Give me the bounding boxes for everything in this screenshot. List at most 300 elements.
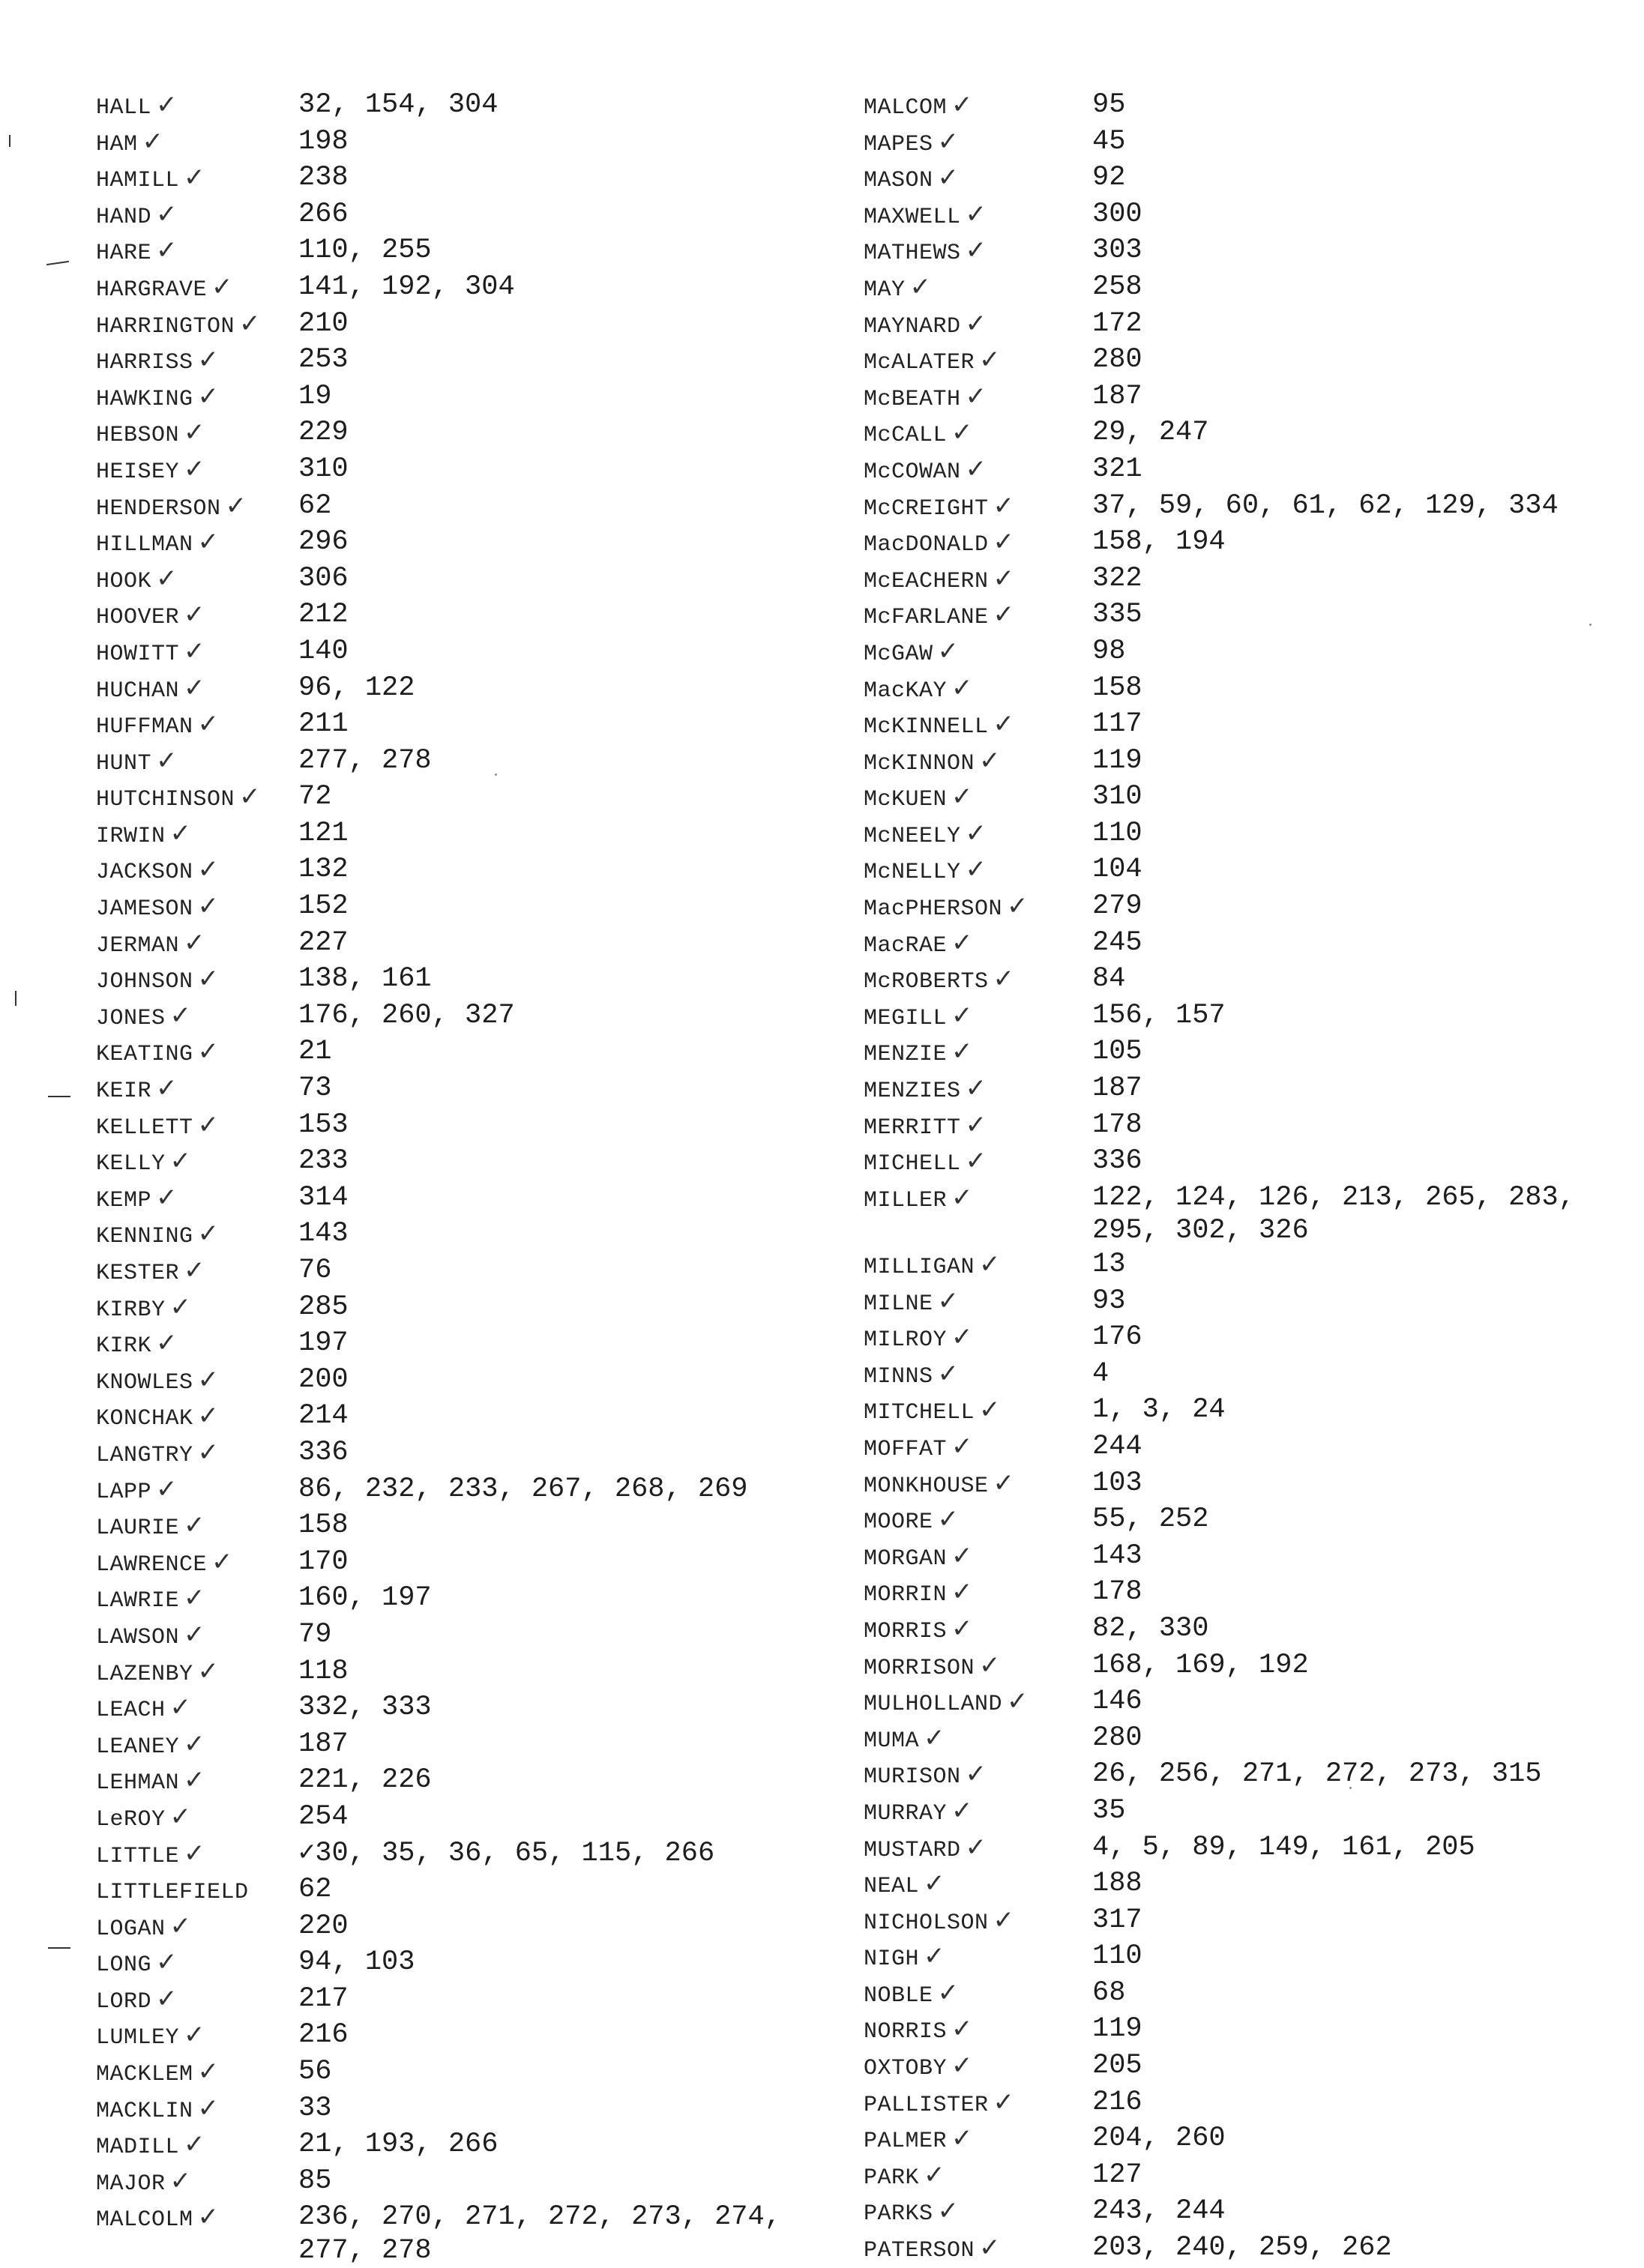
index-entry bbox=[96, 1109, 846, 1145]
checkmark-icon: ✓ bbox=[993, 1468, 1015, 1498]
checkmark-icon: ✓ bbox=[184, 927, 206, 958]
entry-surname bbox=[96, 1217, 298, 1254]
entry-page-numbers: 110 bbox=[1092, 817, 1142, 849]
index-entry bbox=[864, 1503, 1621, 1539]
surname-text: HEBSON bbox=[96, 423, 180, 449]
surname-text: HAM bbox=[96, 131, 138, 157]
surname-text: MAJOR bbox=[96, 2171, 166, 2197]
entry-page-numbers: 317 bbox=[1092, 1904, 1142, 1936]
surname-text: KESTER bbox=[96, 1261, 180, 1286]
index-entry bbox=[96, 88, 846, 125]
entry-page-numbers: 336 bbox=[298, 1436, 349, 1468]
checkmark-icon: ✓ bbox=[924, 1722, 946, 1753]
entry-surname bbox=[864, 1649, 1092, 1686]
index-entry bbox=[864, 1430, 1621, 1467]
entry-page-numbers: 95 bbox=[1092, 89, 1126, 121]
entry-surname bbox=[864, 1072, 1092, 1109]
entry-surname bbox=[864, 1904, 1092, 1940]
index-entry bbox=[96, 1254, 846, 1291]
index-entry bbox=[96, 1399, 846, 1436]
index-entry bbox=[864, 2195, 1621, 2231]
entry-surname bbox=[96, 1618, 298, 1655]
checkmark-icon: ✓ bbox=[937, 163, 960, 193]
entry-page-numbers: 62 bbox=[298, 489, 332, 522]
checkmark-icon: ✓ bbox=[156, 199, 178, 229]
entry-surname bbox=[864, 1685, 1092, 1722]
checkmark-icon: ✓ bbox=[965, 1073, 987, 1104]
entry-surname bbox=[96, 380, 298, 417]
checkmark-icon: ✓ bbox=[951, 1182, 974, 1213]
entry-surname bbox=[96, 598, 298, 635]
entry-page-numbers: 153 bbox=[298, 1109, 349, 1141]
index-entry bbox=[96, 1800, 846, 1837]
entry-surname bbox=[96, 1291, 298, 1327]
entry-page-numbers: 121 bbox=[298, 817, 349, 849]
entry-surname bbox=[864, 161, 1092, 198]
entry-page-numbers: 132 bbox=[298, 854, 349, 886]
entry-page-numbers: 119 bbox=[1092, 2013, 1142, 2045]
index-entry bbox=[96, 2128, 846, 2165]
checkmark-icon: ✓ bbox=[156, 1328, 178, 1359]
index-entry bbox=[864, 1612, 1621, 1649]
entry-page-numbers: 85 bbox=[298, 2165, 332, 2197]
checkmark-icon: ✓ bbox=[142, 126, 164, 157]
entry-page-numbers: 332, 333 bbox=[298, 1692, 432, 1724]
surname-text: LITTLEFIELD bbox=[96, 1880, 249, 1906]
entry-surname bbox=[96, 416, 298, 453]
surname-text: MAXWELL bbox=[864, 204, 961, 230]
entry-page-numbers: ✓30, 35, 36, 65, 115, 266 bbox=[298, 1837, 715, 1869]
entry-surname bbox=[864, 1794, 1092, 1831]
entry-surname bbox=[864, 1867, 1092, 1904]
index-entry bbox=[864, 708, 1621, 744]
entry-surname bbox=[96, 1035, 298, 1072]
entry-page-numbers: 37, 59, 60, 61, 62, 129, 334 bbox=[1092, 489, 1559, 522]
index-entry bbox=[864, 1758, 1621, 1794]
checkmark-icon: ✓ bbox=[951, 1795, 974, 1826]
checkmark-icon: ✓ bbox=[197, 2057, 220, 2087]
entry-page-numbers: 160, 197 bbox=[298, 1582, 432, 1614]
checkmark-icon: ✓ bbox=[979, 2233, 1002, 2264]
entry-surname bbox=[864, 2195, 1092, 2231]
surname-text: NIGH bbox=[864, 1946, 920, 1973]
entry-page-numbers: 146 bbox=[1092, 1686, 1142, 1718]
checkmark-icon: ✓ bbox=[156, 1947, 178, 1978]
surname-text: MILNE bbox=[864, 1291, 933, 1317]
index-entry bbox=[864, 635, 1621, 672]
entry-page-numbers: 187 bbox=[1092, 1073, 1142, 1105]
entry-surname bbox=[864, 1357, 1092, 1394]
index-entry bbox=[96, 890, 846, 926]
entry-page-numbers: 279 bbox=[1092, 890, 1142, 923]
checkmark-icon: ✓ bbox=[924, 1869, 946, 1899]
index-entry bbox=[864, 88, 1621, 125]
checkmark-icon: ✓ bbox=[979, 1395, 1002, 1426]
index-entry bbox=[96, 999, 846, 1036]
checkmark-icon: ✓ bbox=[937, 1358, 960, 1389]
checkmark-icon: ✓ bbox=[951, 90, 974, 120]
entry-page-numbers: 82, 330 bbox=[1092, 1612, 1209, 1644]
checkmark-icon: ✓ bbox=[937, 126, 960, 157]
checkmark-icon: ✓ bbox=[156, 1474, 178, 1504]
entry-page-numbers: 306 bbox=[298, 562, 349, 594]
index-entry bbox=[864, 1539, 1621, 1576]
surname-text: McROBERTS bbox=[864, 969, 989, 995]
checkmark-icon: ✓ bbox=[197, 2202, 220, 2233]
checkmark-icon: ✓ bbox=[951, 927, 974, 958]
entry-surname bbox=[864, 1503, 1092, 1539]
entry-page-numbers: 143 bbox=[1092, 1539, 1142, 1572]
surname-text: MILLIGAN bbox=[864, 1255, 975, 1280]
entry-page-numbers: 266 bbox=[298, 198, 349, 230]
surname-text: HAWKING bbox=[96, 386, 193, 412]
index-entry bbox=[864, 489, 1621, 526]
surname-text: LeROY bbox=[96, 1806, 166, 1833]
index-entry bbox=[864, 380, 1621, 417]
surname-text: HAMILL bbox=[96, 168, 180, 194]
entry-surname bbox=[96, 2201, 298, 2237]
checkmark-icon: ✓ bbox=[951, 782, 974, 812]
entry-surname bbox=[96, 1436, 298, 1473]
entry-page-numbers: 110, 255 bbox=[298, 235, 432, 267]
index-entry bbox=[96, 1181, 846, 1218]
entry-surname bbox=[864, 2012, 1092, 2049]
index-entry bbox=[96, 1144, 846, 1181]
entry-surname bbox=[864, 1831, 1092, 1868]
surname-text: KNOWLES bbox=[96, 1369, 193, 1396]
checkmark-icon: ✓ bbox=[951, 1000, 974, 1031]
entry-surname bbox=[864, 1035, 1092, 1072]
entry-surname bbox=[96, 88, 298, 125]
surname-text: MITCHELL bbox=[864, 1400, 975, 1426]
checkmark-icon: ✓ bbox=[156, 1983, 178, 2014]
surname-text: KIRK bbox=[96, 1333, 152, 1360]
index-entry bbox=[864, 2122, 1621, 2159]
entry-surname bbox=[96, 1109, 298, 1145]
entry-page-numbers: 4, 5, 89, 149, 161, 205 bbox=[1092, 1831, 1475, 1863]
index-entry bbox=[864, 1181, 1621, 1248]
entry-page-numbers: 238 bbox=[298, 162, 349, 194]
surname-text: McNEELY bbox=[864, 823, 961, 849]
entry-surname bbox=[864, 2159, 1092, 2195]
entry-surname bbox=[96, 453, 298, 489]
surname-text: HALL bbox=[96, 95, 152, 121]
entry-page-numbers: 303 bbox=[1092, 235, 1142, 267]
surname-text: MUMA bbox=[864, 1728, 920, 1754]
entry-page-numbers: 187 bbox=[1092, 380, 1142, 412]
surname-text: KEMP bbox=[96, 1187, 152, 1213]
entry-page-numbers: 187 bbox=[298, 1728, 349, 1760]
index-entry bbox=[864, 307, 1621, 344]
surname-text: KELLY bbox=[96, 1151, 166, 1177]
entry-page-numbers: 158 bbox=[1092, 672, 1142, 704]
index-entry bbox=[96, 1217, 846, 1254]
surname-text: JOHNSON bbox=[96, 969, 193, 995]
index-entry bbox=[864, 890, 1621, 926]
entry-surname bbox=[864, 1722, 1092, 1758]
index-entry bbox=[864, 962, 1621, 999]
margin-dash-1 bbox=[46, 261, 69, 265]
entry-surname bbox=[96, 1363, 298, 1400]
surname-text: McFARLANE bbox=[864, 605, 989, 631]
margin-bracket-1 bbox=[9, 135, 10, 147]
index-entry bbox=[864, 999, 1621, 1036]
surname-text: NOBLE bbox=[864, 1982, 933, 2009]
entry-page-numbers: 98 bbox=[1092, 635, 1126, 667]
surname-text: MOFFAT bbox=[864, 1436, 948, 1462]
surname-text: JAMESON bbox=[96, 896, 193, 923]
index-entry bbox=[864, 1393, 1621, 1430]
index-entry bbox=[96, 1291, 846, 1327]
index-entry bbox=[96, 1545, 846, 1582]
checkmark-icon: ✓ bbox=[169, 1146, 192, 1177]
checkmark-icon: ✓ bbox=[184, 1255, 206, 1285]
checkmark-icon: ✓ bbox=[993, 964, 1015, 995]
checkmark-icon: ✓ bbox=[156, 745, 178, 776]
surname-text: MEGILL bbox=[864, 1005, 948, 1031]
checkmark-icon: ✓ bbox=[993, 563, 1015, 594]
entry-page-numbers: 335 bbox=[1092, 599, 1142, 631]
checkmark-icon: ✓ bbox=[993, 2087, 1015, 2117]
checkmark-icon: ✓ bbox=[965, 235, 987, 266]
entry-surname bbox=[96, 343, 298, 380]
entry-surname bbox=[96, 1545, 298, 1582]
entry-surname bbox=[96, 562, 298, 599]
entry-page-numbers: 198 bbox=[298, 125, 349, 157]
entry-surname bbox=[96, 525, 298, 562]
entry-page-numbers: 1, 3, 24 bbox=[1092, 1394, 1226, 1426]
entry-page-numbers: 172 bbox=[1092, 307, 1142, 340]
entry-surname bbox=[96, 234, 298, 271]
surname-text: KEATING bbox=[96, 1042, 193, 1068]
surname-text: McALATER bbox=[864, 350, 975, 376]
surname-text: HUTCHINSON bbox=[96, 787, 235, 813]
index-entry bbox=[864, 2012, 1621, 2049]
checkmark-icon: ✓ bbox=[965, 818, 987, 848]
entry-page-numbers: 211 bbox=[298, 708, 349, 741]
entry-page-numbers: 253 bbox=[298, 344, 349, 376]
index-entry bbox=[96, 271, 846, 307]
entry-surname bbox=[864, 780, 1092, 817]
entry-page-numbers: 243, 244 bbox=[1092, 2195, 1226, 2228]
entry-page-numbers: 86, 232, 233, 267, 268, 269 bbox=[298, 1473, 748, 1505]
checkmark-icon: ✓ bbox=[924, 1941, 946, 1972]
checkmark-icon: ✓ bbox=[197, 854, 220, 885]
index-entry bbox=[96, 1691, 846, 1728]
index-entry bbox=[864, 780, 1621, 817]
index-entry bbox=[96, 307, 846, 344]
entry-page-numbers: 32, 154, 304 bbox=[298, 89, 499, 121]
surname-text: HARRISS bbox=[96, 350, 193, 376]
checkmark-icon: ✓ bbox=[169, 2165, 192, 2196]
entry-surname bbox=[96, 2165, 298, 2201]
entry-surname bbox=[96, 890, 298, 926]
surname-text: MACKLEM bbox=[96, 2062, 193, 2088]
entry-surname bbox=[864, 2049, 1092, 2086]
entry-page-numbers: 205 bbox=[1092, 2050, 1142, 2082]
checkmark-icon: ✓ bbox=[1007, 1686, 1029, 1717]
index-entry bbox=[96, 1873, 846, 1910]
surname-text: HUNT bbox=[96, 750, 152, 776]
checkmark-icon: ✓ bbox=[184, 1583, 206, 1614]
surname-text: HAND bbox=[96, 204, 152, 230]
checkmark-icon: ✓ bbox=[951, 1577, 974, 1608]
entry-page-numbers: 68 bbox=[1092, 1976, 1126, 2009]
entry-page-numbers: 217 bbox=[298, 1982, 349, 2015]
entry-surname bbox=[96, 1399, 298, 1436]
checkmark-icon: ✓ bbox=[169, 1910, 192, 1941]
surname-text: MASON bbox=[864, 168, 933, 194]
surname-text: MERRITT bbox=[864, 1115, 961, 1141]
index-entry bbox=[864, 2086, 1621, 2123]
checkmark-icon: ✓ bbox=[909, 271, 932, 302]
entry-page-numbers: 258 bbox=[1092, 271, 1142, 303]
surname-text: MORGAN bbox=[864, 1545, 948, 1572]
checkmark-icon: ✓ bbox=[979, 1249, 1002, 1279]
checkmark-icon: ✓ bbox=[197, 964, 220, 995]
checkmark-icon: ✓ bbox=[951, 672, 974, 703]
index-entry bbox=[864, 1794, 1621, 1831]
checkmark-icon: ✓ bbox=[937, 2196, 960, 2227]
surname-text: LORD bbox=[96, 1988, 152, 2015]
surname-text: MURISON bbox=[864, 1764, 961, 1791]
entry-surname bbox=[864, 2122, 1092, 2159]
surname-text: MICHELL bbox=[864, 1151, 961, 1177]
index-entry bbox=[864, 1575, 1621, 1612]
surname-text: MORRISON bbox=[864, 1655, 975, 1681]
checkmark-icon: ✓ bbox=[169, 1291, 192, 1322]
entry-page-numbers: 210 bbox=[298, 307, 349, 340]
entry-surname bbox=[864, 890, 1092, 926]
checkmark-icon: ✓ bbox=[965, 1109, 987, 1140]
entry-page-numbers: 21 bbox=[298, 1036, 332, 1068]
entry-page-numbers: 188 bbox=[1092, 1868, 1142, 1900]
entry-page-numbers: 285 bbox=[298, 1291, 349, 1323]
checkmark-icon: ✓ bbox=[965, 1759, 987, 1790]
entry-page-numbers: 73 bbox=[298, 1073, 332, 1105]
entry-surname bbox=[864, 2086, 1092, 2123]
checkmark-icon: ✓ bbox=[951, 2123, 974, 2154]
index-entry bbox=[864, 125, 1621, 162]
checkmark-icon: ✓ bbox=[197, 1037, 220, 1067]
entry-surname bbox=[96, 2055, 298, 2092]
surname-text: PALLISTER bbox=[864, 2092, 989, 2118]
checkmark-icon: ✓ bbox=[993, 600, 1015, 630]
entry-page-numbers: 94, 103 bbox=[298, 1946, 415, 1979]
surname-text: LAWRIE bbox=[96, 1588, 180, 1614]
surname-text: HOOVER bbox=[96, 605, 180, 631]
index-entry bbox=[96, 1035, 846, 1072]
entry-surname bbox=[96, 1837, 298, 1874]
entry-surname bbox=[864, 1758, 1092, 1794]
entry-surname bbox=[96, 1581, 298, 1618]
entry-page-numbers: 336 bbox=[1092, 1145, 1142, 1177]
index-entry bbox=[96, 489, 846, 526]
index-entry bbox=[96, 2201, 846, 2267]
entry-surname bbox=[864, 635, 1092, 672]
entry-surname bbox=[864, 416, 1092, 453]
surname-text: LEANEY bbox=[96, 1734, 180, 1760]
entry-page-numbers: 76 bbox=[298, 1255, 332, 1286]
index-entry bbox=[864, 198, 1621, 235]
index-entry bbox=[96, 125, 846, 162]
surname-text: MacKAY bbox=[864, 678, 948, 704]
index-entry bbox=[864, 1109, 1621, 1145]
surname-text: McEACHERN bbox=[864, 568, 989, 594]
index-entry bbox=[96, 598, 846, 635]
index-entry bbox=[96, 416, 846, 453]
entry-surname bbox=[864, 343, 1092, 380]
checkmark-icon: ✓ bbox=[169, 1692, 192, 1723]
surname-text: HOWITT bbox=[96, 641, 180, 667]
entry-surname bbox=[96, 1254, 298, 1291]
index-entry bbox=[96, 1655, 846, 1692]
entry-surname bbox=[864, 817, 1092, 854]
entry-page-numbers: 168, 169, 192 bbox=[1092, 1649, 1309, 1681]
surname-text: LAZENBY bbox=[96, 1661, 193, 1687]
entry-page-numbers: 84 bbox=[1092, 963, 1126, 995]
index-entry bbox=[864, 1357, 1621, 1394]
entry-surname bbox=[864, 453, 1092, 489]
entry-surname bbox=[864, 489, 1092, 526]
entry-surname bbox=[96, 307, 298, 344]
index-entry bbox=[864, 2159, 1621, 2195]
entry-page-numbers: 176, 260, 327 bbox=[298, 999, 515, 1031]
index-entry bbox=[864, 525, 1621, 562]
index-entry bbox=[96, 343, 846, 380]
checkmark-icon: ✓ bbox=[993, 1904, 1015, 1935]
entry-page-numbers: 158, 194 bbox=[1092, 526, 1226, 558]
surname-text: MACKLIN bbox=[96, 2098, 193, 2124]
entry-surname bbox=[864, 1539, 1092, 1576]
entry-page-numbers: 280 bbox=[1092, 344, 1142, 376]
surname-text: HUFFMAN bbox=[96, 714, 193, 741]
entry-surname bbox=[864, 271, 1092, 307]
checkmark-icon: ✓ bbox=[951, 1431, 974, 1462]
index-entry bbox=[864, 744, 1621, 781]
entry-page-numbers: 221, 226 bbox=[298, 1764, 432, 1797]
surname-text: MENZIES bbox=[864, 1079, 961, 1105]
entry-surname bbox=[864, 198, 1092, 235]
entry-surname bbox=[864, 1285, 1092, 1321]
surname-text: MORRIN bbox=[864, 1582, 948, 1608]
entry-page-numbers: 26, 256, 271, 272, 273, 315 bbox=[1092, 1758, 1542, 1791]
index-entry bbox=[96, 2165, 846, 2201]
checkmark-icon: ✓ bbox=[965, 854, 987, 885]
checkmark-icon: ✓ bbox=[184, 636, 206, 666]
checkmark-icon: ✓ bbox=[239, 782, 262, 812]
entry-page-numbers: 200 bbox=[298, 1363, 349, 1396]
checkmark-icon: ✓ bbox=[937, 636, 960, 666]
index-entry bbox=[864, 1321, 1621, 1357]
entry-surname bbox=[96, 744, 298, 781]
index-entry bbox=[864, 1976, 1621, 2013]
surname-text: MALCOM bbox=[864, 95, 948, 121]
checkmark-icon: ✓ bbox=[184, 1765, 206, 1796]
entry-surname bbox=[96, 161, 298, 198]
checkmark-icon: ✓ bbox=[951, 1037, 974, 1067]
entry-page-numbers: 119 bbox=[1092, 744, 1142, 776]
entry-page-numbers: 13 bbox=[1092, 1249, 1126, 1280]
index-entry bbox=[96, 744, 846, 781]
checkmark-icon: ✓ bbox=[965, 1146, 987, 1177]
surname-text: MADILL bbox=[96, 2135, 180, 2161]
checkmark-icon: ✓ bbox=[197, 2093, 220, 2123]
index-entry bbox=[96, 453, 846, 489]
entry-surname bbox=[96, 1946, 298, 1982]
checkmark-icon: ✓ bbox=[965, 308, 987, 339]
entry-page-numbers: 93 bbox=[1092, 1285, 1126, 1317]
